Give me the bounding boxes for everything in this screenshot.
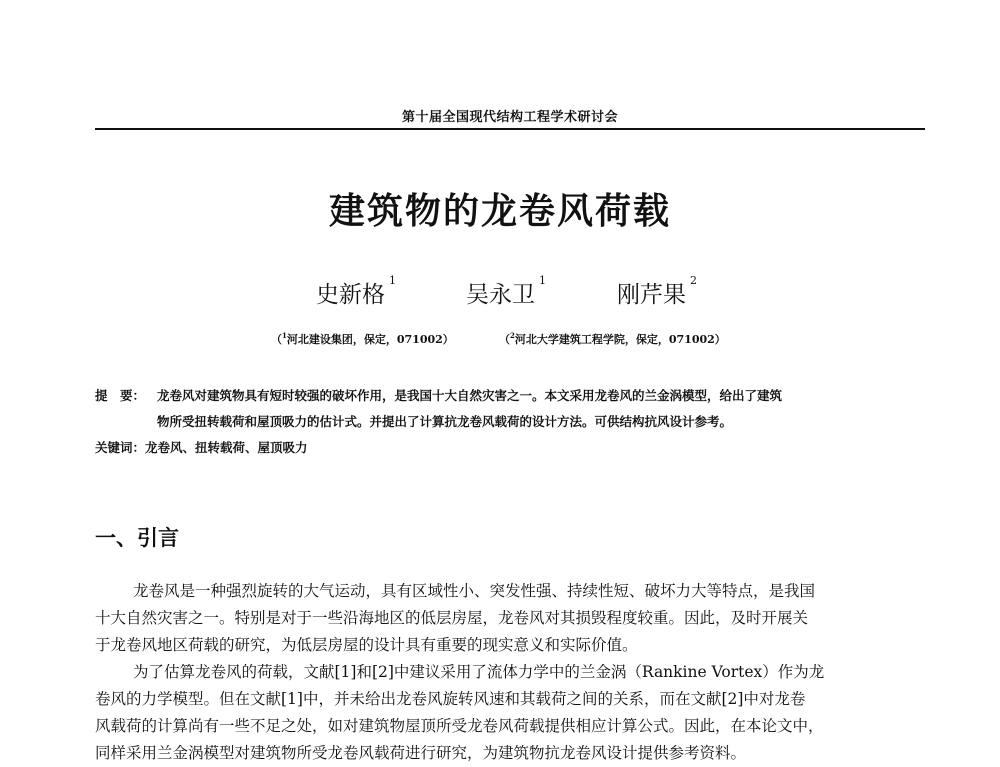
affiliation-mark: 2	[510, 331, 515, 340]
abstract-row	[95, 383, 925, 409]
affiliation-text: 河北大学建筑工程学院，保定，071002）	[514, 333, 726, 346]
paper-title: 建筑物的龙卷风荷载	[328, 191, 671, 232]
affiliation-mark: 1	[389, 274, 396, 287]
paragraph-line: 同样采用兰金涡模型对建筑物所受龙卷风载荷进行研究，为建筑物抗龙卷风设计提供参考资料。	[95, 744, 747, 762]
author-name: 史新格	[316, 282, 385, 308]
author	[617, 276, 697, 309]
keywords	[95, 435, 925, 461]
author	[316, 276, 396, 309]
affiliation-list	[0, 331, 1000, 351]
section-heading: 一、引言	[95, 526, 179, 550]
paragraph-line: 龙卷风是一种强烈旋转的大气运动，具有区域性小、突发性强、持续性短、破坏力大等特点，是我国	[133, 582, 816, 600]
header-rule	[95, 128, 925, 130]
affiliation: （$^2$河北大学建筑工程学院，保定，071002）	[499, 331, 726, 346]
abstract	[95, 383, 925, 461]
affiliation-mark: 1	[539, 274, 546, 287]
paragraph-line: 风载荷的计算尚有一些不足之处，如对建筑物屋顶所受龙卷风荷载提供相应计算公式。因此，在本论文中，	[95, 717, 824, 735]
paragraph-line: 为了估算龙卷风的荷载，文献[1]和[2]中建议采用了流体力学中的兰金涡（Rankine Vortex）作为龙	[133, 663, 825, 681]
abstract-text: 龙卷风对建筑物具有短时较强的破坏作用，是我国十大自然灾害之一。本文采用龙卷风的兰金涡模型，给出了建筑	[157, 388, 783, 403]
abstract-text: 物所受扭转载荷和屋顶吸力的估计式。并提出了计算抗龙卷风载荷的设计方法。可供结构抗风设计参考。	[157, 414, 733, 429]
author-name: 刚芹果	[617, 282, 686, 308]
affiliation-mark: 2	[690, 274, 697, 287]
author-name: 吴永卫	[466, 282, 535, 308]
keywords-label: 关键词：	[95, 440, 146, 455]
author	[466, 276, 546, 309]
author-list	[0, 276, 1000, 316]
affiliation: （$^1$河北建设集团，保定，071002）	[271, 331, 454, 346]
body-text	[95, 578, 925, 767]
paragraph-line: 十大自然灾害之一。特别是对于一些沿海地区的低层房屋，龙卷风对其损毁程度较重。因此，及时开展关	[95, 609, 809, 627]
running-header: 第十届全国现代结构工程学术研讨会	[401, 110, 618, 125]
paragraph-line: 卷风的力学模型。但在文献[1]中，并未给出龙卷风旋转风速和其载荷之间的关系，而在文献[2]中对龙卷	[95, 690, 806, 708]
affiliation-text: 河北建设集团，保定，071002）	[286, 333, 454, 346]
keywords-text: 龙卷风、扭转载荷、屋顶吸力	[145, 440, 308, 455]
paragraph-line: 于龙卷风地区荷载的研究，为低层房屋的设计具有重要的现实意义和实际价值。	[95, 636, 638, 654]
abstract-label: 提 要：	[95, 388, 146, 403]
affiliation-mark: 1	[282, 331, 287, 340]
